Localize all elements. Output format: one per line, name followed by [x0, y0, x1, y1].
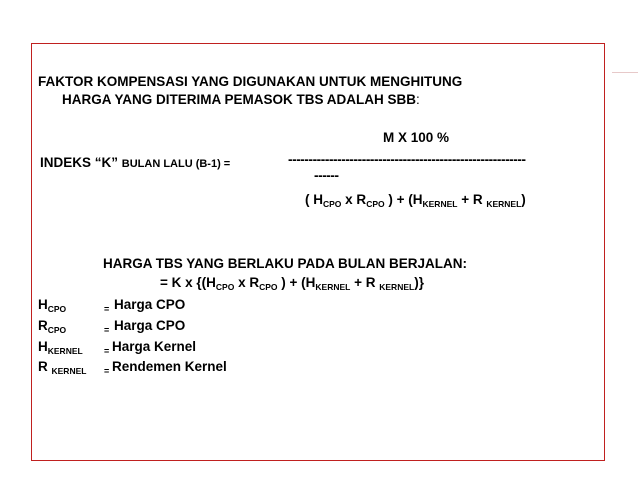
- pf-part-5: )}: [414, 275, 424, 290]
- def-desc: Harga CPO: [114, 318, 186, 333]
- pf-sub-2: CPO: [259, 282, 278, 292]
- den-mid: ) + (H: [384, 192, 423, 207]
- den-sub-kernel-2: KERNEL: [486, 199, 522, 209]
- def-desc: Rendemen Kernel: [112, 359, 227, 374]
- pf-sub-1: CPO: [215, 282, 235, 292]
- def-symbol: R: [38, 359, 52, 374]
- pf-part-1: = K x {(H: [160, 275, 216, 290]
- pf-sub-3: KERNEL: [315, 282, 351, 292]
- def-eq-sign: =: [104, 325, 110, 335]
- def-eq: [104, 339, 109, 356]
- def-desc: Harga CPO: [114, 297, 186, 312]
- def-sub: CPO: [47, 304, 67, 314]
- den-sub-cpo-2: CPO: [366, 199, 385, 209]
- def-eq-sign: =: [104, 304, 110, 314]
- price-formula: [160, 275, 424, 291]
- definition-row: [38, 359, 86, 375]
- pf-sub-4: KERNEL: [379, 282, 415, 292]
- fraction-bar: ----------------------------------------------------------: [288, 152, 526, 167]
- definition-row: [38, 318, 66, 334]
- index-k-label: [40, 155, 230, 172]
- den-sub-kernel-1: KERNEL: [422, 199, 458, 209]
- formula-numerator: M X 100 %: [383, 130, 450, 145]
- def-eq-sign: =: [104, 346, 110, 356]
- def-sub: CPO: [47, 325, 67, 335]
- index-k-label-period: BULAN LALU (B-1) =: [121, 158, 231, 170]
- def-eq: [104, 359, 109, 376]
- formula-denominator: [305, 192, 526, 208]
- def-sub: KERNEL: [47, 346, 83, 356]
- price-formula-title: HARGA TBS YANG BERLAKU PADA BULAN BERJALAN:: [103, 256, 468, 271]
- def-desc: Harga Kernel: [112, 339, 197, 354]
- heading-line-2: [62, 92, 420, 108]
- def-symbol: H: [38, 339, 48, 354]
- index-k-label-main: INDEKS “K”: [40, 155, 122, 170]
- definition-row: [38, 297, 66, 313]
- def-symbol: H: [38, 297, 48, 312]
- definition-row: [38, 339, 83, 355]
- def-symbol: R: [38, 318, 48, 333]
- def-eq-sign: =: [104, 366, 110, 376]
- def-sub: KERNEL: [51, 366, 87, 376]
- den-sub-cpo-1: CPO: [323, 199, 342, 209]
- heading-line-1: FAKTOR KOMPENSASI YANG DIGUNAKAN UNTUK MENGHITUNG: [38, 74, 463, 89]
- heading-colon: :: [416, 92, 420, 107]
- def-eq: [104, 297, 109, 314]
- def-eq: [104, 318, 109, 335]
- den-times: x R: [341, 192, 367, 207]
- den-plus: + R: [457, 192, 487, 207]
- pf-part-2: x R: [234, 275, 260, 290]
- pf-part-3: ) + (H: [277, 275, 316, 290]
- pf-part-4: + R: [350, 275, 380, 290]
- fraction-bar-continuation: ------: [314, 168, 339, 183]
- heading-line-2-text: HARGA YANG DITERIMA PEMASOK TBS ADALAH SBB: [62, 92, 417, 107]
- den-open: ( H: [305, 192, 323, 207]
- decorative-line: [612, 72, 638, 73]
- den-close: ): [521, 192, 526, 207]
